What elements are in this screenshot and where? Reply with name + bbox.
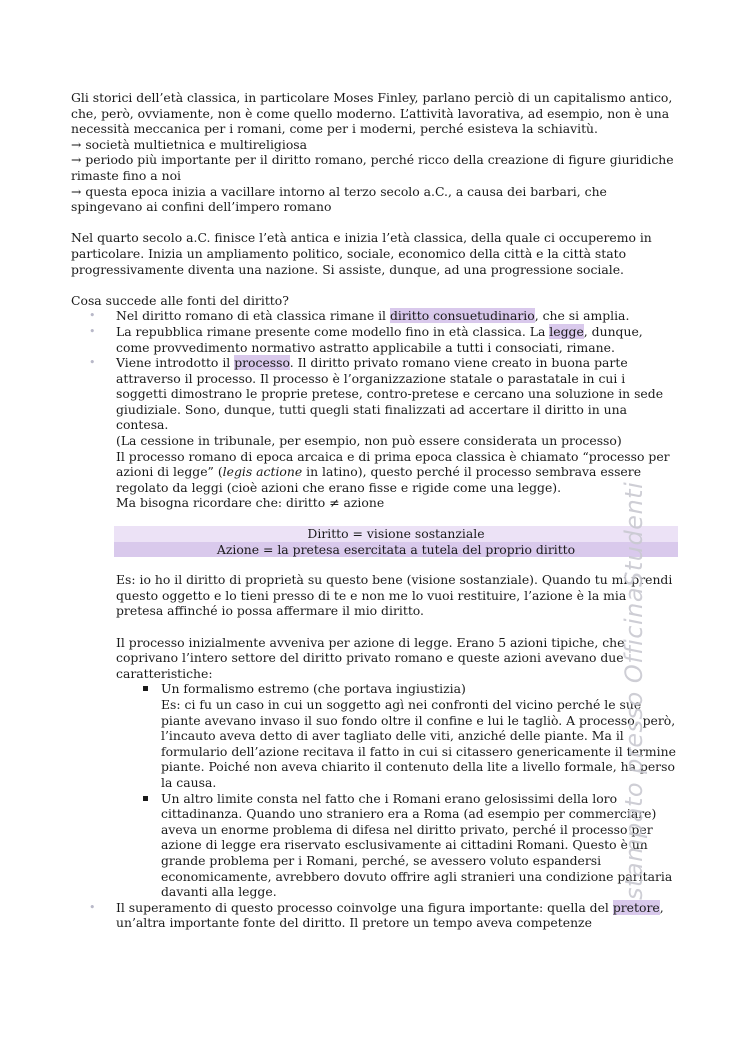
fonti-question: Cosa succede alle fonti del diritto?	[71, 292, 289, 308]
parenthetical-note: (La cessione in tribunale, per esempio, non può essere considerata un processo)	[116, 433, 622, 449]
arrow-item: → società multietnica e multireligiosa	[71, 136, 308, 152]
definition-azione: Azione = la pretesa esercitata a tutela del proprio diritto	[114, 542, 678, 558]
highlight-processo: processo	[234, 355, 290, 371]
highlight-diritto-consuetudinario: diritto consuetudinario	[389, 308, 535, 324]
azioni-paragraph: Il processo inizialmente avveniva per azione di legge. Erano 5 azioni tipiche, che coprivano l’intero settore del diritto privato romano e queste azioni avevano due caratteristiche:	[116, 634, 625, 681]
list-item: • Il superamento di questo processo coinvolge una figura importante: quella del pretore, un’altra importante fonte del diritto. Il pretore un tempo aveva competenze	[71, 900, 676, 931]
legis-actione-paragraph: Il processo romano di epoca arcaica e di prima epoca classica è chiamato “processo per azioni di legge” (legis actione in latino), questo perché il processo sembrava essere regolato da leggi (cioè azioni che erano fisse e rigide come una legge).	[116, 448, 670, 495]
cittadinanza-paragraph: Un altro limite consta nel fatto che i Romani erano gelosissimi della loro cittadinanza. Quando uno straniero era a Roma (ad esempio per commerciare) aveva un enorme problema di difesa nel diritto privato, perché il processo per azione di legge era riservato esclusivamente ai cittadini Romani. Questo è un grande problema per i Romani, perché, se avessero voluto espandersi economicamente, avrebbero dovuto offrire agli stranieri una condizione paritaria davanti alla legge.	[161, 790, 673, 900]
list-item: • La repubblica rimane presente come modello fino in età classica. La legge, dunque, come provvedimento normativo astratto applicabile a tutti i consociati, rimane.	[71, 324, 676, 355]
definition-box	[114, 526, 678, 557]
diritto-azione-note: Ma bisogna ricordare che: diritto ≠ azione	[116, 495, 385, 511]
legis-actione-term: legis actione	[222, 464, 303, 480]
list-item: • Nel diritto romano di età classica rimane il diritto consuetudinario, che si amplia.	[71, 308, 676, 324]
formalismo-example: Es: ci fu un caso in cui un soggetto agì nei confronti del vicino perché le sue piante avevano invaso il suo fondo oltre il confine e lui le tagliò. A processo, però, l’incauto aveva detto di aver tagliato delle viti, anziché delle piante. Ma il formulario dell’azione recitava il fatto in cui si citassero genericamente il termine piante. Poiché non aveva chiarito il contenuto della lite a livello formale, ha perso la causa.	[161, 696, 676, 790]
sub-list-item	[116, 791, 676, 900]
formalismo-title: Un formalismo estremo (che portava ingiustizia)	[161, 681, 466, 697]
eta-classica-paragraph: Nel quarto secolo a.C. finisce l’età antica e inizia l’età classica, della quale ci occuperemo in particolare. Inizia un ampliamento politico, sociale, economico della città e la città stato progressivamente diventa una nazione. Si assiste, dunque, ad una progressione sociale.	[71, 230, 652, 277]
document-page	[71, 90, 676, 931]
list-item: • Viene introdotto il processo. Il diritto privato romano viene creato in buona parte attraverso il processo. Il processo è l’organizzazione statale o parastatale in cui i soggetti dimostrano le proprie pretese, contro-pretese e cercano una soluzione in sede giudiziale. Sono, dunque, tutti quegli stati finalizzati ad accertare il diritto in una contesa. (La cessione in tribunale, per esempio, non può essere considerata un processo) Il processo romano di epoca arcaica e di prima epoca classica è chiamato “processo per azioni di legge” (legis actione in latino), questo perché il processo sembrava essere regolato da leggi (cioè azioni che erano fisse e rigide come una legge). Ma bisogna ricordare che: diritto ≠ azione Diritto = visione sostanziale Azione = la pretesa esercitata a tutela del proprio diritto Es: io ho il diritto di proprietà su questo bene (visione sostanziale). Quando tu mi prendi questo oggetto e lo tieni presso di te e non me lo vuoi restituire, l’azione è la mia pretesa affinché io possa affermare il mio diritto. Il processo inizialmente avveniva per azione di legge. Erano 5 azioni tipiche, che coprivano l’intero settore del diritto privato romano e queste azioni avevano due caratteristiche: Un formalismo estremo (che portava ingiustizia) Es: ci fu un caso in cui un soggetto agì nei confronti del vicino perché le sue piante avevano invaso il suo fondo oltre il confine e lui le tagliò. A processo, però, l’incauto aveva detto di aver tagliato delle viti, anziché delle piante. Ma il formulario dell’azione recitava il fatto in cui si citassero genericamente il termine piante. Poiché non aveva chiarito il contenuto della lite a livello formale, ha perso la causa. Un altro limite consta nel fatto che i Romani erano gelosissimi della loro cittadinanza. Quando uno straniero era a Roma (ad esempio per commerciare) aveva un enorme problema di difesa nel diritto privato, perché il processo per azione di legge era riservato esclusivamente ai cittadini Romani. Questo è un grande problema per i Romani, perché, se avessero voluto espandersi economicamente, avrebbero dovuto offrire agli stranieri una condizione paritaria davanti alla legge.	[71, 355, 676, 900]
fonti-list	[71, 308, 676, 931]
watermark-text: stampato presso OfficinaStudenti	[620, 481, 648, 900]
arrow-item: → questa epoca inizia a vacillare intorno al terzo secolo a.C., a causa dei barbari, che spingevano ai confini dell’impero romano	[71, 183, 607, 215]
intro-paragraph: Gli storici dell’età classica, in particolare Moses Finley, parlano perciò di un capitalismo antico, che, però, ovviamente, non è come quello moderno. L’attività lavorativa, ad esempio, non è una necessità meccanica per i romani, come per i moderni, perché esisteva la schiavitù.	[71, 90, 673, 137]
highlight-legge: legge	[549, 323, 584, 339]
arrow-item: → periodo più importante per il diritto romano, perché ricco della creazione di figure giuridiche rimaste fino a noi	[71, 152, 674, 183]
highlight-pretore: pretore	[612, 899, 660, 915]
sub-list-item	[116, 681, 676, 790]
definition-diritto: Diritto = visione sostanziale	[114, 526, 678, 542]
caratteristiche-list	[116, 681, 676, 899]
example-paragraph: Es: io ho il diritto di proprietà su questo bene (visione sostanziale). Quando tu mi prendi questo oggetto e lo tieni presso di te e non me lo vuoi restituire, l’azione è la mia pretesa affinché io possa affermare il mio diritto.	[116, 572, 673, 619]
